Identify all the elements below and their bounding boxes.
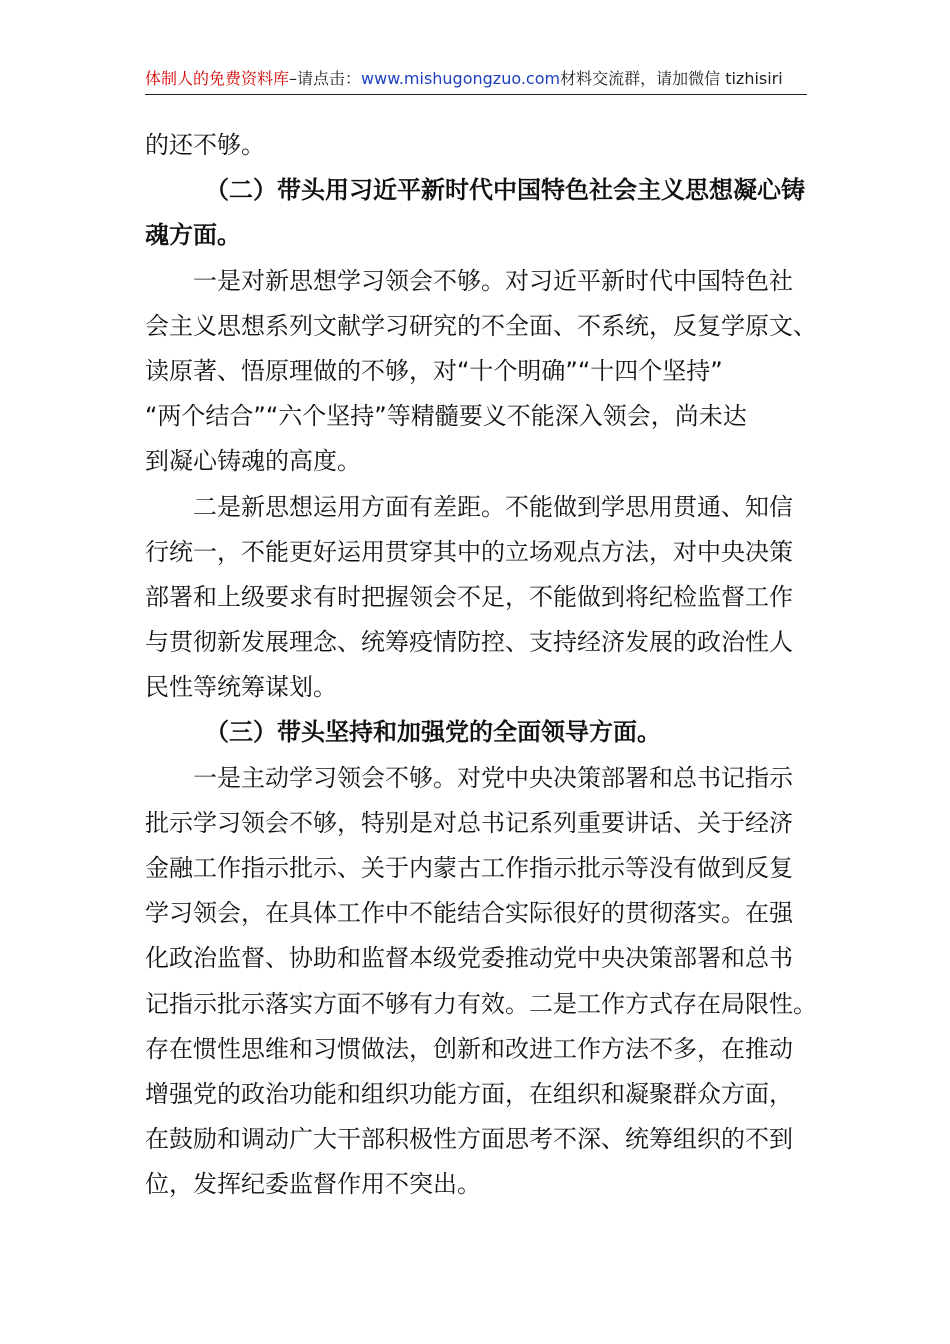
- page-header: [145, 68, 807, 95]
- document-body: [145, 123, 817, 1208]
- section-heading-3: （三）带头坚持和加强党的全面领导方面。: [205, 718, 661, 747]
- body-line: 记指示批示落实方面不够有力有效。二是工作方式存在局限性。: [145, 989, 817, 1018]
- body-line: 批示学习领会不够，特别是对总书记系列重要讲话、关于经济: [145, 808, 793, 837]
- body-line: 增强党的政治功能和组织功能方面，在组织和凝聚群众方面，: [145, 1079, 793, 1108]
- section-heading-2-cont: 魂方面。: [145, 221, 241, 250]
- section-heading-2: （二）带头用习近平新时代中国特色社会主义思想凝心铸: [205, 176, 805, 205]
- body-line: 二是新思想运用方面有差距。不能做到学思用贯通、知信: [193, 492, 793, 521]
- body-line: 一是对新思想学习领会不够。对习近平新时代中国特色社: [193, 266, 793, 295]
- header-click-prompt: –请点击：: [289, 69, 362, 88]
- body-line: 民性等统筹谋划。: [145, 673, 337, 702]
- header-url-link[interactable]: www.mishugongzuo.com: [361, 69, 561, 88]
- body-line: 到凝心铸魂的高度。: [145, 447, 361, 476]
- body-line: “两个结合”“六个坚持”等精髓要义不能深入领会，尚未达: [145, 402, 747, 431]
- body-line: 与贯彻新发展理念、统筹疫情防控、支持经济发展的政治性人: [145, 628, 793, 657]
- body-line: 一是主动学习领会不够。对党中央决策部署和总书记指示: [193, 763, 793, 792]
- body-line: 在鼓励和调动广大干部积极性方面思考不深、统筹组织的不到: [145, 1125, 793, 1154]
- header-contact: 材料交流群，请加微信 tizhisiri: [560, 69, 783, 88]
- body-line: 学习领会，在具体工作中不能结合实际很好的贯彻落实。在强: [145, 899, 793, 928]
- body-line: 部署和上级要求有时把握领会不足，不能做到将纪检监督工作: [145, 582, 793, 611]
- body-line: 存在惯性思维和习惯做法，创新和改进工作方法不多，在推动: [145, 1034, 793, 1063]
- body-line: 位，发挥纪委监督作用不突出。: [145, 1170, 481, 1199]
- body-line: 行统一，不能更好运用贯穿其中的立场观点方法，对中央决策: [145, 537, 793, 566]
- body-line: 会主义思想系列文献学习研究的不全面、不系统，反复学原文、: [145, 311, 817, 340]
- body-line: 的还不够。: [145, 131, 265, 159]
- header-library-name: 体制人的免费资料库: [145, 69, 290, 88]
- body-line: 金融工作指示批示、关于内蒙古工作指示批示等没有做到反复: [145, 854, 793, 882]
- body-line: 读原著、悟原理做的不够，对“十个明确”“十四个坚持”: [145, 356, 723, 385]
- body-line: 化政治监督、协助和监督本级党委推动党中央决策部署和总书: [145, 944, 793, 973]
